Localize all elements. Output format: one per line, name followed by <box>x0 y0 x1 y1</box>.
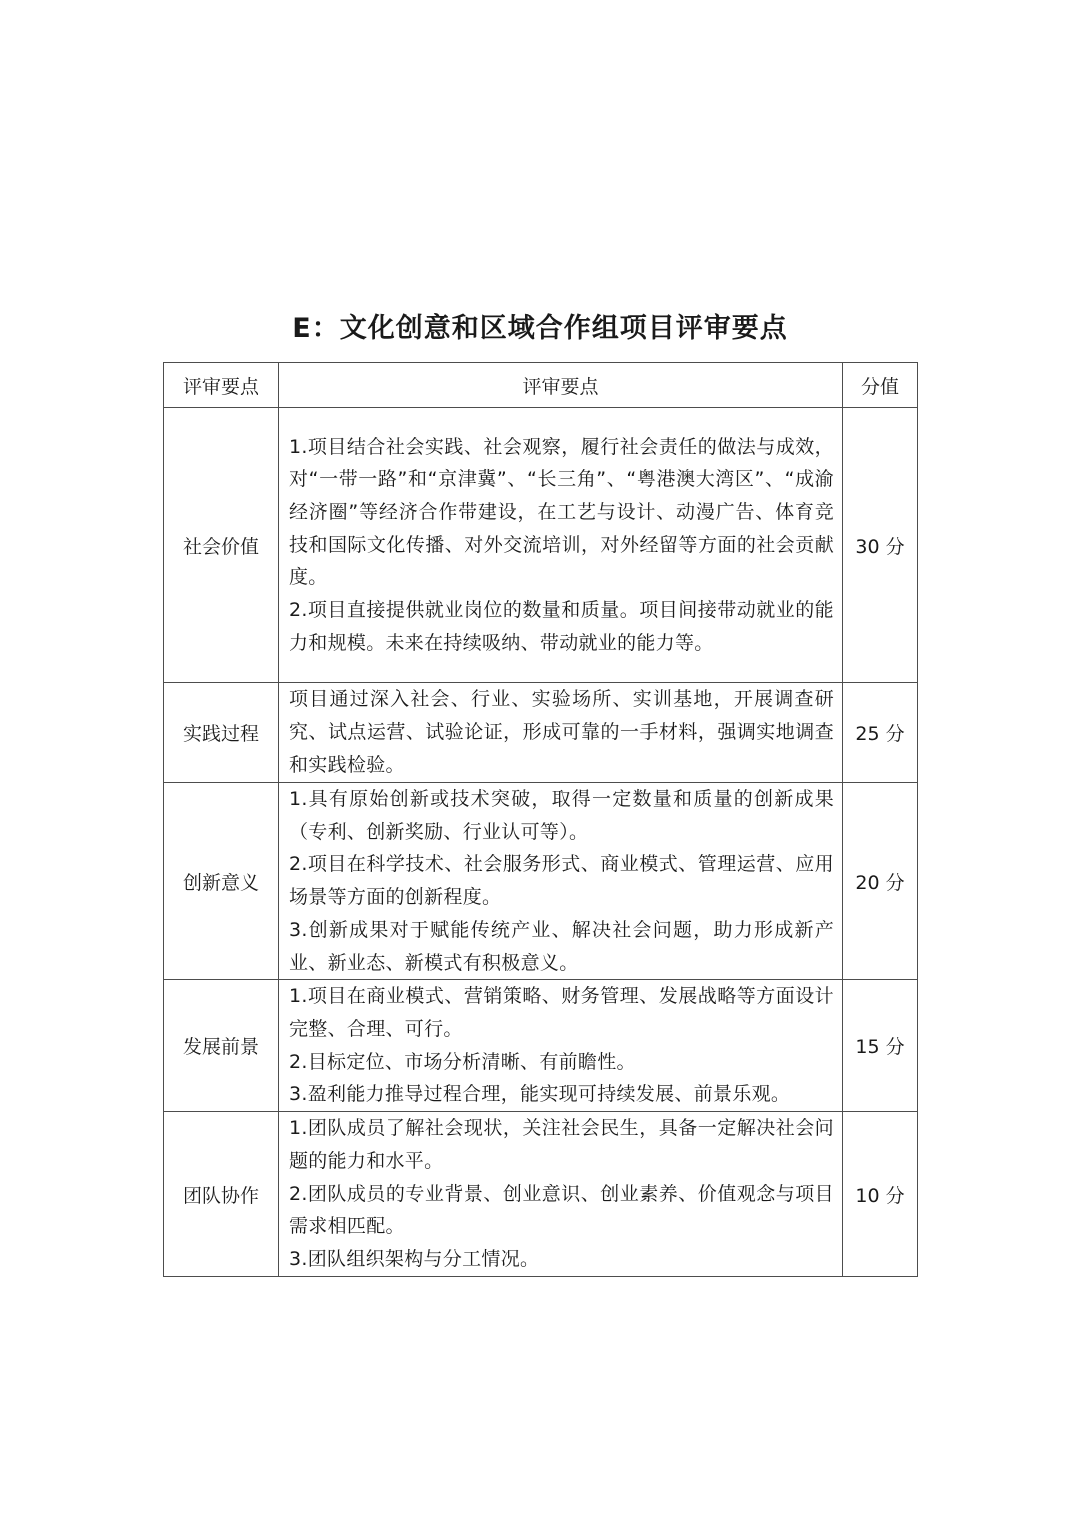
detail-item: 3.盈利能力推导过程合理，能实现可持续发展、前景乐观。 <box>289 1083 791 1106</box>
criterion-score: 30 分 <box>843 408 918 683</box>
detail-item: 1.团队成员了解社会现状，关注社会民生，具备一定解决社会问题的能力和水平。 <box>289 1117 834 1172</box>
table-row <box>164 980 918 1112</box>
criterion-score: 10 分 <box>843 1112 918 1277</box>
detail-item: 1.项目结合社会实践、社会观察，履行社会责任的做法与成效，对“一带一路”和“京津冀”、“长三角”、“粤港澳大湾区”、“成渝经济圈”等经济合作带建设，在工艺与设计、动漫广告、体育竞技和国际文化传播、对外交流培训，对外经留等方面的社会贡献度。 <box>289 435 834 589</box>
table-row <box>164 1112 918 1277</box>
page-title: E：文化创意和区域合作组项目评审要点 <box>292 313 788 344</box>
header-criterion-detail: 评审要点 <box>279 363 843 408</box>
header-criterion-name: 评审要点 <box>164 363 279 408</box>
criterion-detail <box>279 1112 843 1277</box>
criterion-detail <box>279 683 843 783</box>
criterion-name: 团队协作 <box>164 1112 279 1277</box>
detail-item: 1.具有原始创新或技术突破，取得一定数量和质量的创新成果（专利、创新奖励、行业认可等）。 <box>289 788 834 843</box>
detail-item: 3.团队组织架构与分工情况。 <box>289 1248 540 1271</box>
detail-item: 1.项目在商业模式、营销策略、财务管理、发展战略等方面设计完整、合理、可行。 <box>289 985 834 1040</box>
detail-item: 2.目标定位、市场分析清晰、有前瞻性。 <box>289 1050 636 1073</box>
criterion-score: 15 分 <box>843 980 918 1112</box>
detail-item: 3.创新成果对于赋能传统产业、解决社会问题，助力形成新产业、新业态、新模式有积极意义。 <box>289 918 834 974</box>
criterion-name: 社会价值 <box>164 408 279 683</box>
criterion-name: 创新意义 <box>164 783 279 980</box>
criterion-detail <box>279 408 843 683</box>
detail-item: 项目通过深入社会、行业、实验场所、实训基地，开展调查研究、试点运营、试验论证，形成可靠的一手材料，强调实地调查和实践检验。 <box>289 688 834 776</box>
table-row <box>164 783 918 980</box>
criterion-detail <box>279 980 843 1112</box>
detail-item: 2.项目直接提供就业岗位的数量和质量。项目间接带动就业的能力和规模。未来在持续吸纳、带动就业的能力等。 <box>289 599 834 654</box>
criteria-table <box>163 362 918 1277</box>
table-header-row <box>164 363 918 408</box>
criterion-score: 20 分 <box>843 783 918 980</box>
table-row <box>164 683 918 783</box>
criterion-name: 发展前景 <box>164 980 279 1112</box>
header-score: 分值 <box>843 363 918 408</box>
detail-item: 2.团队成员的专业背景、创业意识、创业素养、价值观念与项目需求相匹配。 <box>289 1182 834 1238</box>
criterion-score: 25 分 <box>843 683 918 783</box>
detail-item: 2.项目在科学技术、社会服务形式、商业模式、管理运营、应用场景等方面的创新程度。 <box>289 853 834 909</box>
table-row <box>164 408 918 683</box>
criterion-name: 实践过程 <box>164 683 279 783</box>
criterion-detail <box>279 783 843 980</box>
